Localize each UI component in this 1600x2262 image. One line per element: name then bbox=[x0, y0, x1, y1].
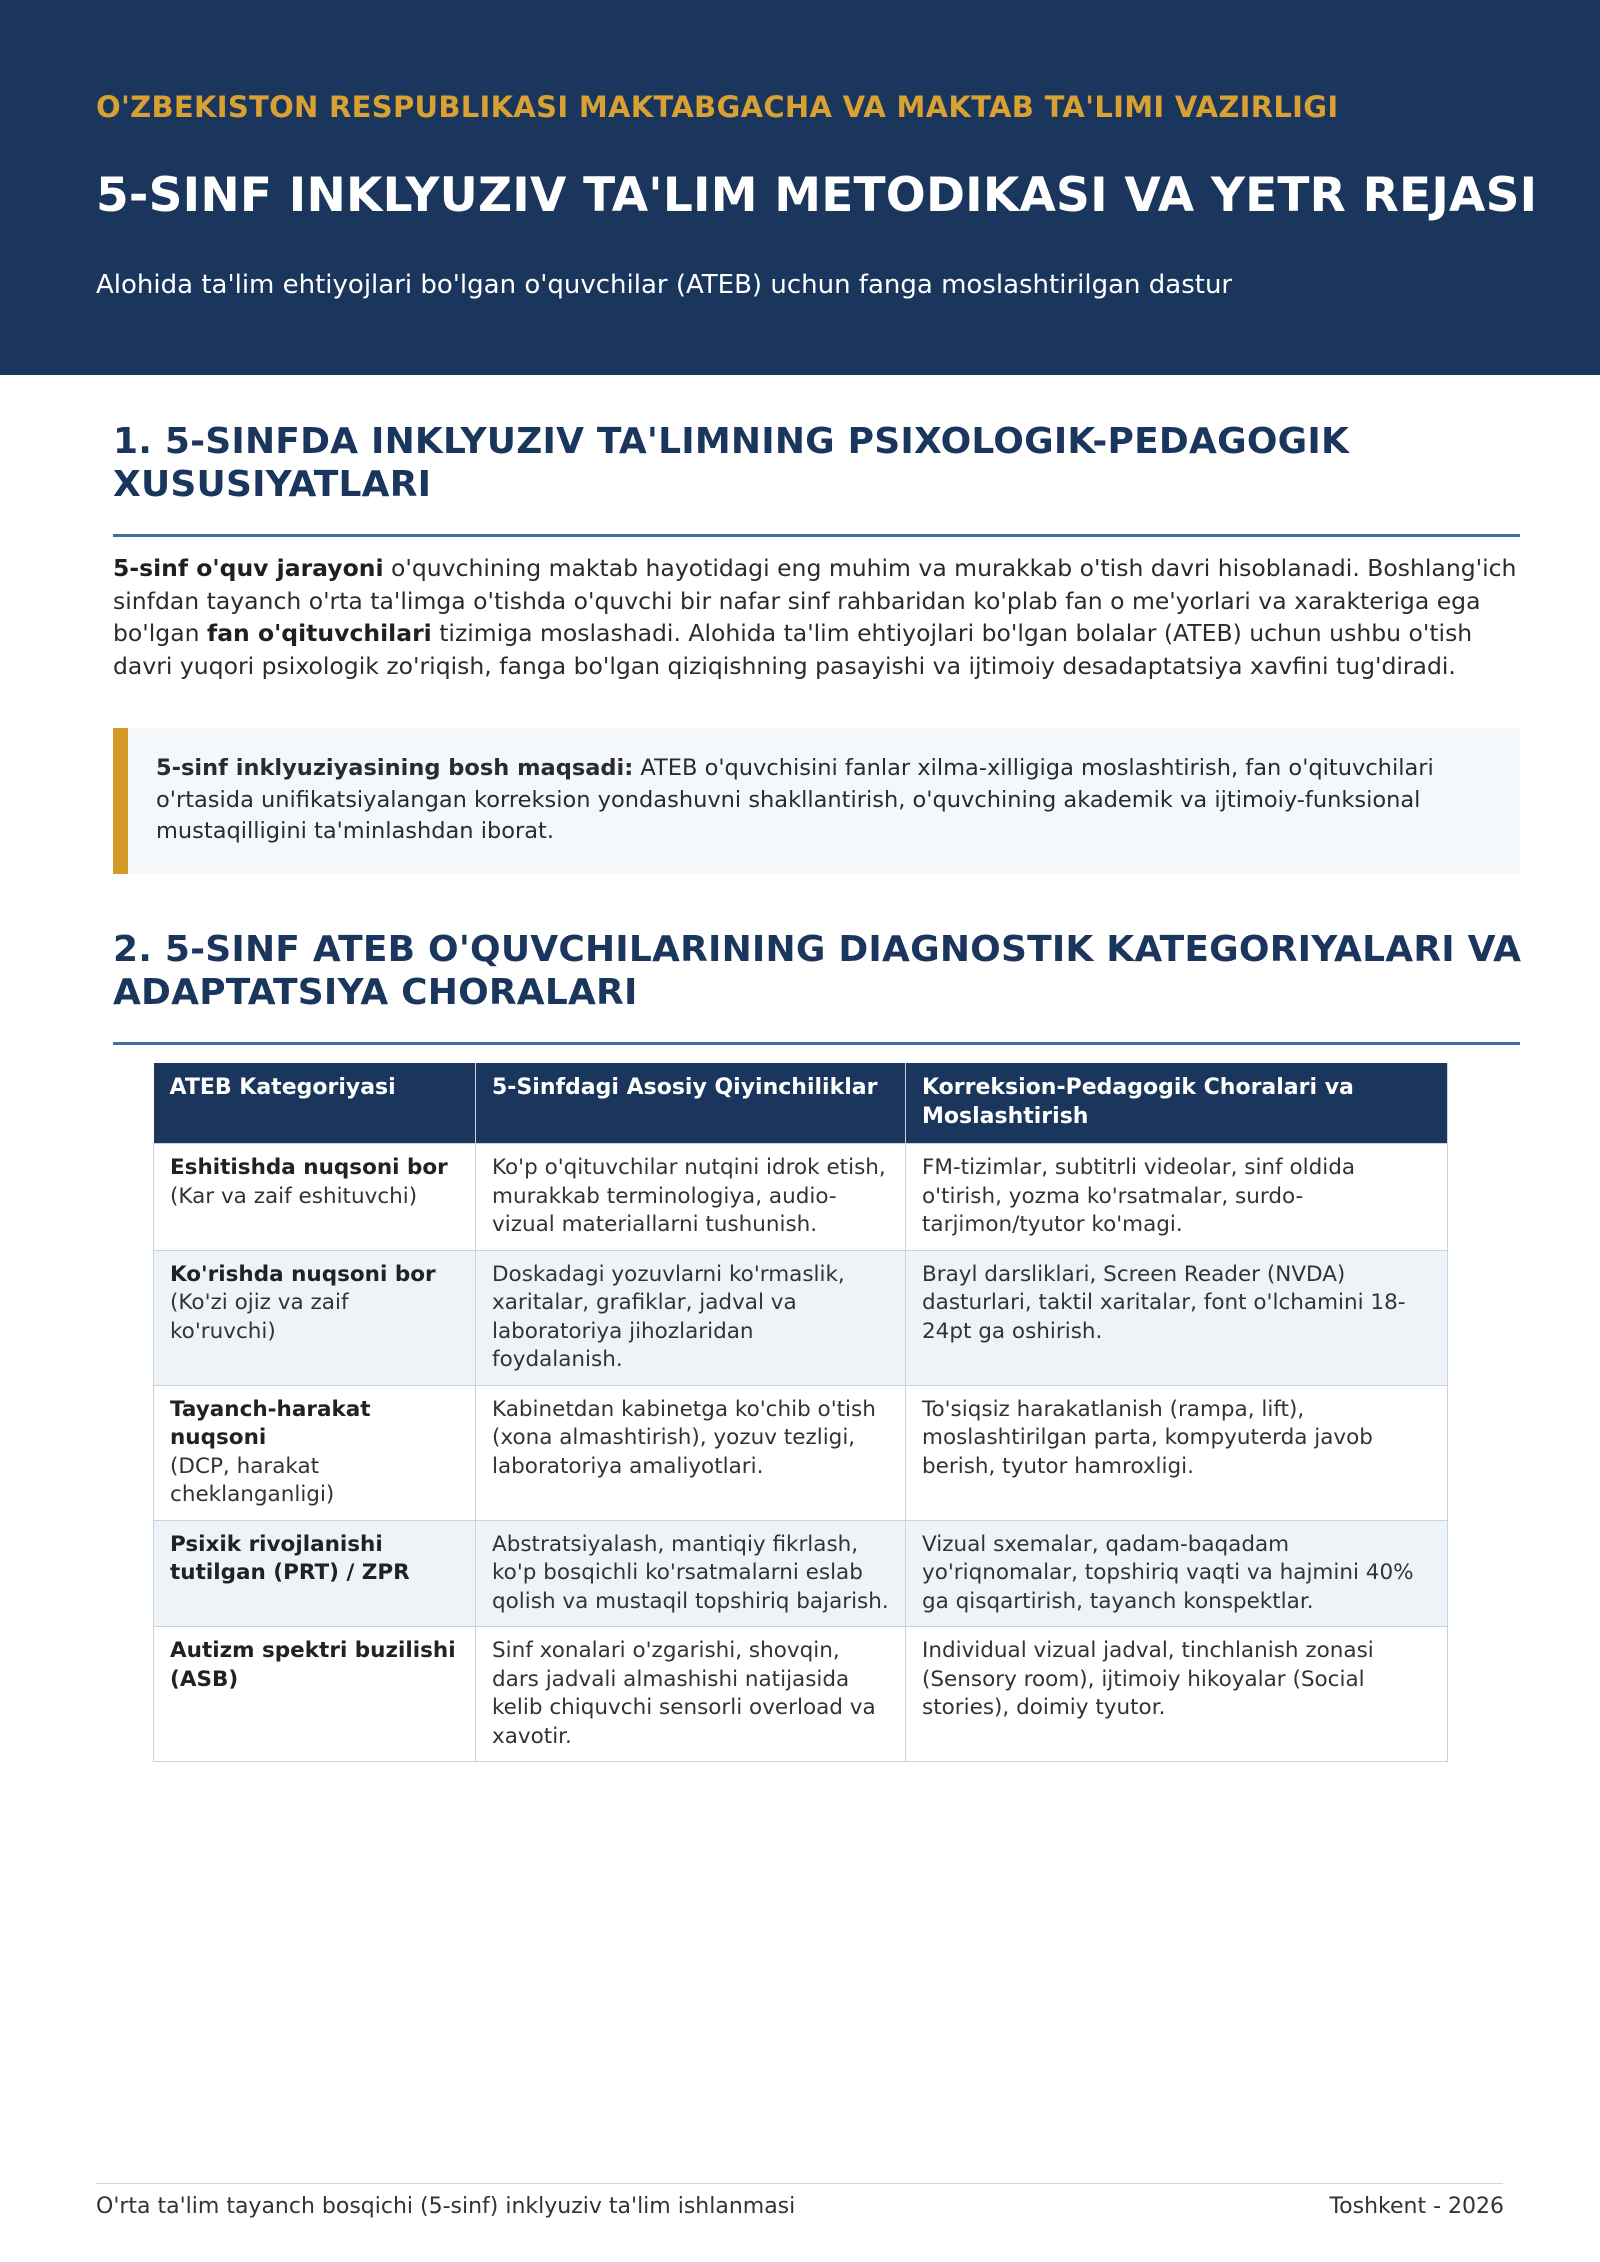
section2-title: 2. 5-SINF ATEB O'QUVCHILARINING DIAGNOSTIK KATEGORIYALARI VA ADAPTATSIYA CHORALARI bbox=[113, 929, 1522, 1013]
table-row bbox=[154, 1627, 1448, 1762]
category-name: Psixik rivojlanishi tutilgan (PRT) / ZPR bbox=[170, 1531, 410, 1585]
table-row bbox=[154, 1144, 1448, 1251]
categories-table bbox=[153, 1063, 1448, 1762]
category-cell bbox=[154, 1250, 476, 1385]
page-header bbox=[0, 0, 1600, 375]
table-header-cell: 5-Sinfdagi Asosiy Qiyinchiliklar bbox=[476, 1063, 906, 1144]
section1-divider bbox=[113, 534, 1520, 537]
table-row bbox=[154, 1520, 1448, 1627]
section2-divider bbox=[113, 1042, 1520, 1045]
measures-cell: FM-tizimlar, subtitrli videolar, sinf oldida o'tirish, yozma ko'rsatmalar, surdo-tarjimon/tyutor ko'magi. bbox=[906, 1144, 1448, 1251]
table-row bbox=[154, 1385, 1448, 1520]
callout-body: ATEB o'quvchisini fanlar xilma-xilligiga moslashtirish, fan o'qituvchilari o'rtasida unifikatsiyalangan korreksion yondashuvni shakllantirish, o'quvchining akademik va ijtimoiy-funksional mustaqilligini ta'minlashdan iborat. bbox=[156, 755, 1434, 844]
difficulties-cell: Ko'p o'qituvchilar nutqini idrok etish, murakkab terminologiya, audio-vizual materiallarni tushunish. bbox=[476, 1144, 906, 1251]
table-row bbox=[154, 1250, 1448, 1385]
table-header-row bbox=[154, 1063, 1448, 1144]
section1-paragraph bbox=[113, 552, 1523, 682]
footer-divider bbox=[96, 2183, 1503, 2184]
category-cell bbox=[154, 1520, 476, 1627]
difficulties-cell: Abstratsiyalash, mantiqiy fikrlash, ko'p bosqichli ko'rsatmalarni eslab qolish va mustaqil topshiriq bajarish. bbox=[476, 1520, 906, 1627]
category-name: Eshitishda nuqsoni bor bbox=[170, 1155, 448, 1180]
measures-cell: Vizual sxemalar, qadam-baqadam yo'riqnomalar, topshiriq vaqti va hajmini 40% ga qisqartirish, tayanch konspektlar. bbox=[906, 1520, 1448, 1627]
section1-title: 1. 5-SINFDA INKLYUZIV TA'LIMNING PSIXOLOGIK-PEDAGOGIK XUSUSIYATLARI bbox=[113, 421, 1350, 505]
callout-bold-label: 5-sinf inklyuziyasining bosh maqsadi: bbox=[156, 755, 634, 781]
category-subtitle: (Kar va zaif eshituvchi) bbox=[170, 1183, 418, 1209]
category-cell bbox=[154, 1627, 476, 1762]
category-name: Autizm spektri buzilishi (ASB) bbox=[170, 1638, 456, 1692]
para-text: tizimiga moslashadi. Alohida ta'lim ehtiyojlari bo'lgan bolalar (ATEB) uchun ushbu o'tish davri yuqori psixologik zo'riqish, fanga bo'lgan qiziqishning pasayishi va ijtimoiy desadaptatsiya xavfini tug'diradi. bbox=[113, 619, 1473, 680]
document-title: 5-SINF INKLYUZIV TA'LIM METODIKASI VA YETR REJASI bbox=[96, 168, 1538, 223]
para-text: o'quvchining maktab hayotidagi eng muhim va murakkab o'tish davri hisoblanadi. Boshlang'ich sinfdan tayanch o'rta ta'limga o'tishda o'quvchi bir nafar sinf rahbaridan ko'plab fan o me'yorlari va xarakteriga ega bo'lgan bbox=[113, 554, 1517, 647]
category-subtitle: (Ko'zi ojiz va zaif ko'ruvchi) bbox=[170, 1290, 349, 1344]
category-cell bbox=[154, 1144, 476, 1251]
difficulties-cell: Doskadagi yozuvlarni ko'rmaslik, xaritalar, grafiklar, jadval va laboratoriya jihozlaridan foydalanish. bbox=[476, 1250, 906, 1385]
para-bold-term: fan o'qituvchilari bbox=[206, 619, 432, 647]
footer-left-text: O'rta ta'lim tayanch bosqichi (5-sinf) inklyuziv ta'lim ishlanmasi bbox=[96, 2194, 796, 2219]
table-header-cell: Korreksion-Pedagogik Choralari va Moslashtirish bbox=[906, 1063, 1448, 1144]
category-name: Ko'rishda nuqsoni bor bbox=[170, 1261, 436, 1287]
callout-text bbox=[156, 753, 1496, 848]
category-subtitle: (DCP, harakat cheklanganligi) bbox=[170, 1453, 335, 1507]
document-subtitle: Alohida ta'lim ehtiyojlari bo'lgan o'quvchilar (ATEB) uchun fanga moslashtirilgan dastur bbox=[96, 270, 1233, 300]
difficulties-cell: Kabinetdan kabinetga ko'chib o'tish (xona almashtirish), yozuv tezligi, laboratoriya amaliyotlari. bbox=[476, 1385, 906, 1520]
category-name: Tayanch-harakat nuqsoni bbox=[170, 1396, 371, 1450]
table-header-cell: ATEB Kategoriyasi bbox=[154, 1063, 476, 1144]
footer-right-text: Toshkent - 2026 bbox=[1329, 2194, 1504, 2219]
para-bold-term: 5-sinf o'quv jarayoni bbox=[113, 554, 384, 582]
goal-callout bbox=[113, 728, 1520, 874]
measures-cell: To'siqsiz harakatlanish (rampa, lift), moslashtirilgan parta, kompyuterda javob berish, tyutor hamroxligi. bbox=[906, 1385, 1448, 1520]
difficulties-cell: Sinf xonalari o'zgarishi, shovqin, dars jadvali almashishi natijasida kelib chiquvchi sensorli overload va xavotir. bbox=[476, 1627, 906, 1762]
category-cell bbox=[154, 1385, 476, 1520]
measures-cell: Brayl darsliklari, Screen Reader (NVDA) dasturlari, taktil xaritalar, font o'lchamini 18-24pt ga oshirish. bbox=[906, 1250, 1448, 1385]
measures-cell: Individual vizual jadval, tinchlanish zonasi (Sensory room), ijtimoiy hikoyalar (Social stories), doimiy tyutor. bbox=[906, 1627, 1448, 1762]
ministry-name: O'ZBEKISTON RESPUBLIKASI MAKTABGACHA VA MAKTAB TA'LIMI VAZIRLIGI bbox=[96, 90, 1339, 124]
